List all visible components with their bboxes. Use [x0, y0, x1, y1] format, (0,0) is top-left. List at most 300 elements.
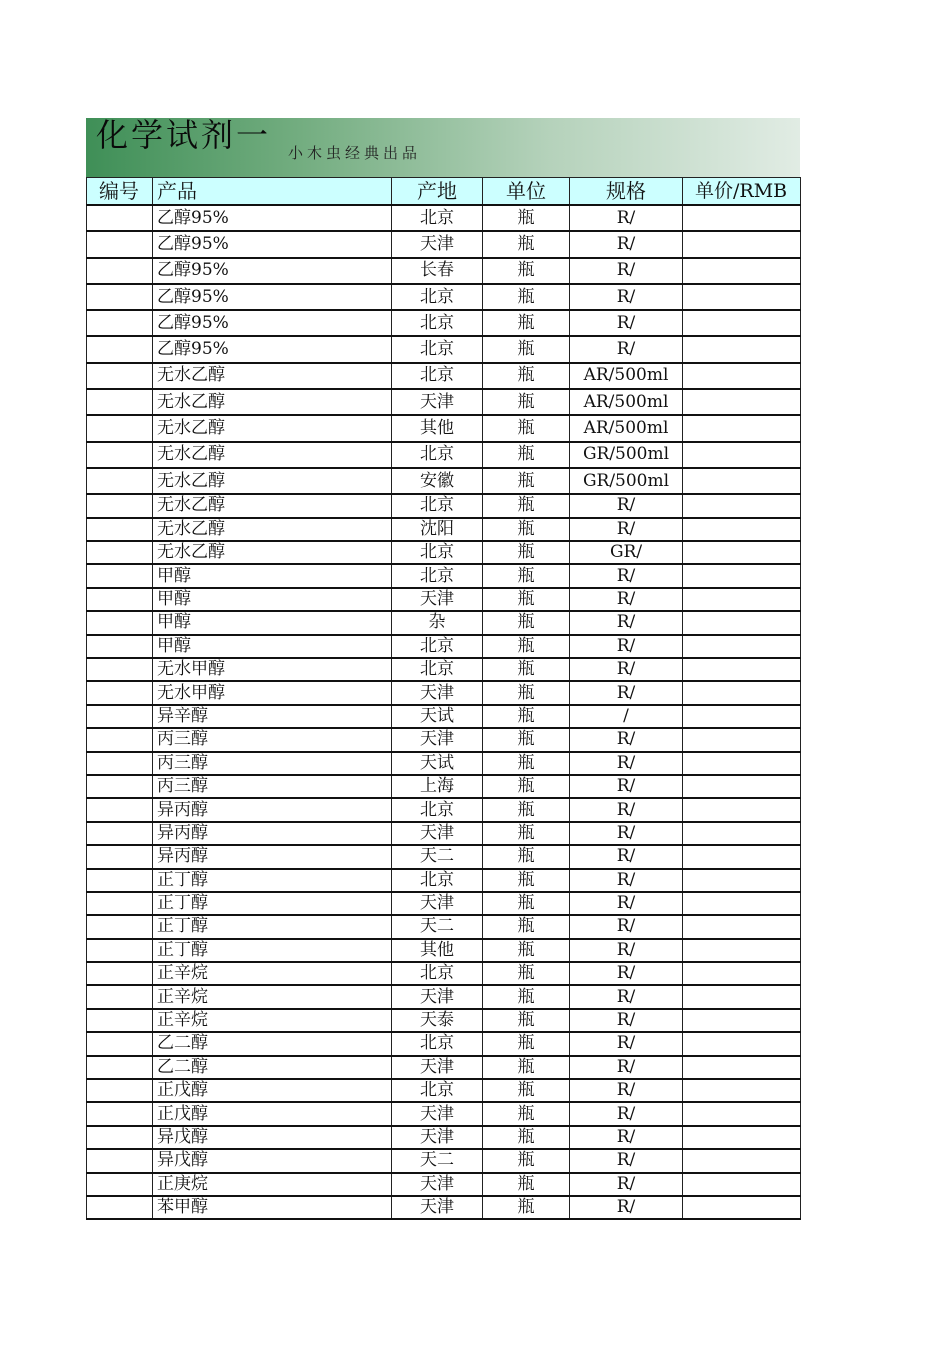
cell-unit[interactable]: 瓶: [483, 389, 570, 415]
cell-product[interactable]: 乙醇95%: [153, 284, 392, 310]
cell-unit[interactable]: 瓶: [483, 939, 570, 962]
cell-price[interactable]: [683, 658, 801, 681]
cell-spec[interactable]: R/: [570, 1079, 683, 1102]
cell-spec[interactable]: R/: [570, 205, 683, 231]
header-origin[interactable]: 产地: [392, 178, 483, 206]
cell-origin[interactable]: 北京: [392, 962, 483, 985]
header-price[interactable]: 单价/RMB: [683, 178, 801, 206]
cell-number[interactable]: [87, 1196, 153, 1219]
cell-number[interactable]: [87, 205, 153, 231]
cell-price[interactable]: [683, 588, 801, 611]
table-row: [87, 869, 801, 892]
cell-product[interactable]: 甲醇: [153, 564, 392, 587]
cell-origin[interactable]: 天津: [392, 1102, 483, 1125]
cell-price[interactable]: [683, 310, 801, 336]
header-product[interactable]: 产品: [153, 178, 392, 206]
cell-spec[interactable]: R/: [570, 658, 683, 681]
cell-number[interactable]: [87, 258, 153, 284]
cell-origin[interactable]: 天津: [392, 1173, 483, 1196]
cell-unit[interactable]: 瓶: [483, 588, 570, 611]
table-row: [87, 635, 801, 658]
cell-origin[interactable]: 北京: [392, 1079, 483, 1102]
cell-price[interactable]: [683, 1173, 801, 1196]
header-unit[interactable]: 单位: [483, 178, 570, 206]
cell-number[interactable]: [87, 1173, 153, 1196]
table-row: [87, 939, 801, 962]
cell-spec[interactable]: R/: [570, 728, 683, 751]
cell-spec[interactable]: R/: [570, 962, 683, 985]
cell-price[interactable]: [683, 564, 801, 587]
cell-number[interactable]: [87, 541, 153, 564]
table-row: [87, 231, 801, 257]
table-row: [87, 494, 801, 517]
cell-unit[interactable]: 瓶: [483, 494, 570, 517]
cell-spec[interactable]: GR/500ml: [570, 468, 683, 494]
cell-unit[interactable]: 瓶: [483, 705, 570, 728]
cell-spec[interactable]: R/: [570, 1032, 683, 1055]
cell-product[interactable]: 异丙醇: [153, 845, 392, 868]
cell-price[interactable]: [683, 205, 801, 231]
cell-product[interactable]: 无水甲醇: [153, 658, 392, 681]
cell-number[interactable]: [87, 363, 153, 389]
cell-product[interactable]: 乙醇95%: [153, 310, 392, 336]
cell-product[interactable]: 无水乙醇: [153, 468, 392, 494]
cell-number[interactable]: [87, 564, 153, 587]
cell-price[interactable]: [683, 1032, 801, 1055]
cell-origin[interactable]: 天津: [392, 728, 483, 751]
cell-spec[interactable]: R/: [570, 1173, 683, 1196]
cell-spec[interactable]: R/: [570, 231, 683, 257]
cell-price[interactable]: [683, 1196, 801, 1219]
cell-unit[interactable]: 瓶: [483, 1079, 570, 1102]
cell-unit[interactable]: 瓶: [483, 541, 570, 564]
table-row: [87, 1196, 801, 1219]
cell-number[interactable]: [87, 845, 153, 868]
cell-origin[interactable]: 杂: [392, 611, 483, 634]
cell-origin[interactable]: 天二: [392, 915, 483, 938]
cell-product[interactable]: 丙三醇: [153, 775, 392, 798]
cell-price[interactable]: [683, 363, 801, 389]
cell-origin[interactable]: 安徽: [392, 468, 483, 494]
cell-product[interactable]: 正辛烷: [153, 962, 392, 985]
cell-product[interactable]: 正辛烷: [153, 985, 392, 1008]
cell-origin[interactable]: 天二: [392, 1149, 483, 1172]
cell-spec[interactable]: R/: [570, 822, 683, 845]
cell-origin[interactable]: 长春: [392, 258, 483, 284]
cell-spec[interactable]: R/: [570, 1196, 683, 1219]
cell-price[interactable]: [683, 1009, 801, 1032]
cell-origin[interactable]: 北京: [392, 541, 483, 564]
sheet-title: 化学试剂一: [96, 116, 272, 154]
table-row: [87, 468, 801, 494]
cell-origin[interactable]: 北京: [392, 336, 483, 362]
cell-number[interactable]: [87, 892, 153, 915]
cell-unit[interactable]: 瓶: [483, 869, 570, 892]
cell-spec[interactable]: R/: [570, 845, 683, 868]
cell-price[interactable]: [683, 1149, 801, 1172]
cell-spec[interactable]: AR/500ml: [570, 363, 683, 389]
cell-origin[interactable]: 天二: [392, 845, 483, 868]
cell-unit[interactable]: 瓶: [483, 635, 570, 658]
cell-unit[interactable]: 瓶: [483, 915, 570, 938]
table-row: [87, 822, 801, 845]
cell-unit[interactable]: 瓶: [483, 1173, 570, 1196]
cell-unit[interactable]: 瓶: [483, 564, 570, 587]
cell-unit[interactable]: 瓶: [483, 518, 570, 541]
cell-price[interactable]: [683, 915, 801, 938]
table-row: [87, 705, 801, 728]
header-number[interactable]: 编号: [87, 178, 153, 206]
cell-product[interactable]: 无水甲醇: [153, 681, 392, 704]
table-row: [87, 284, 801, 310]
cell-product[interactable]: 丙三醇: [153, 752, 392, 775]
cell-product[interactable]: 异戊醇: [153, 1126, 392, 1149]
cell-product[interactable]: 乙二醇: [153, 1056, 392, 1079]
cell-number[interactable]: [87, 822, 153, 845]
cell-number[interactable]: [87, 231, 153, 257]
table-row: [87, 1009, 801, 1032]
cell-unit[interactable]: 瓶: [483, 205, 570, 231]
cell-number[interactable]: [87, 728, 153, 751]
cell-product[interactable]: 异戊醇: [153, 1149, 392, 1172]
cell-unit[interactable]: 瓶: [483, 1149, 570, 1172]
cell-number[interactable]: [87, 588, 153, 611]
cell-unit[interactable]: 瓶: [483, 798, 570, 821]
cell-unit[interactable]: 瓶: [483, 442, 570, 468]
cell-origin[interactable]: 其他: [392, 939, 483, 962]
cell-number[interactable]: [87, 962, 153, 985]
cell-price[interactable]: [683, 822, 801, 845]
cell-origin[interactable]: 北京: [392, 205, 483, 231]
cell-number[interactable]: [87, 1056, 153, 1079]
cell-spec[interactable]: R/: [570, 258, 683, 284]
cell-product[interactable]: 异辛醇: [153, 705, 392, 728]
cell-number[interactable]: [87, 985, 153, 1008]
cell-price[interactable]: [683, 468, 801, 494]
cell-product[interactable]: 正辛烷: [153, 1009, 392, 1032]
cell-origin[interactable]: 天津: [392, 822, 483, 845]
cell-price[interactable]: [683, 1126, 801, 1149]
cell-spec[interactable]: R/: [570, 1056, 683, 1079]
cell-spec[interactable]: /: [570, 705, 683, 728]
cell-spec[interactable]: R/: [570, 635, 683, 658]
cell-unit[interactable]: 瓶: [483, 752, 570, 775]
table-row: [87, 336, 801, 362]
cell-price[interactable]: [683, 798, 801, 821]
cell-price[interactable]: [683, 611, 801, 634]
table-row: [87, 564, 801, 587]
table-row: [87, 363, 801, 389]
cell-spec[interactable]: R/: [570, 681, 683, 704]
cell-product[interactable]: 无水乙醇: [153, 541, 392, 564]
cell-spec[interactable]: R/: [570, 1102, 683, 1125]
cell-origin[interactable]: 北京: [392, 284, 483, 310]
cell-spec[interactable]: R/: [570, 611, 683, 634]
cell-price[interactable]: [683, 752, 801, 775]
cell-number[interactable]: [87, 1009, 153, 1032]
cell-product[interactable]: 苯甲醇: [153, 1196, 392, 1219]
cell-unit[interactable]: 瓶: [483, 284, 570, 310]
table-row: [87, 1032, 801, 1055]
cell-number[interactable]: [87, 1079, 153, 1102]
cell-spec[interactable]: R/: [570, 892, 683, 915]
price-sheet: [86, 118, 800, 1220]
cell-origin[interactable]: 北京: [392, 442, 483, 468]
cell-number[interactable]: [87, 336, 153, 362]
table-row: [87, 1102, 801, 1125]
cell-price[interactable]: [683, 1102, 801, 1125]
cell-unit[interactable]: 瓶: [483, 1056, 570, 1079]
cell-number[interactable]: [87, 635, 153, 658]
cell-spec[interactable]: R/: [570, 564, 683, 587]
cell-origin[interactable]: 北京: [392, 310, 483, 336]
cell-price[interactable]: [683, 1056, 801, 1079]
table-row: [87, 1126, 801, 1149]
cell-unit[interactable]: 瓶: [483, 468, 570, 494]
cell-product[interactable]: 无水乙醇: [153, 494, 392, 517]
cell-number[interactable]: [87, 681, 153, 704]
cell-number[interactable]: [87, 468, 153, 494]
cell-origin[interactable]: 天津: [392, 389, 483, 415]
cell-unit[interactable]: 瓶: [483, 962, 570, 985]
cell-number[interactable]: [87, 1032, 153, 1055]
cell-spec[interactable]: R/: [570, 1009, 683, 1032]
cell-unit[interactable]: 瓶: [483, 845, 570, 868]
cell-product[interactable]: 正戊醇: [153, 1079, 392, 1102]
cell-number[interactable]: [87, 658, 153, 681]
cell-origin[interactable]: 北京: [392, 363, 483, 389]
cell-price[interactable]: [683, 635, 801, 658]
cell-origin[interactable]: 天津: [392, 892, 483, 915]
cell-product[interactable]: 甲醇: [153, 635, 392, 658]
cell-spec[interactable]: R/: [570, 1149, 683, 1172]
cell-spec[interactable]: R/: [570, 588, 683, 611]
table-row: [87, 1056, 801, 1079]
table-row: [87, 892, 801, 915]
cell-origin[interactable]: 天津: [392, 681, 483, 704]
cell-unit[interactable]: 瓶: [483, 658, 570, 681]
cell-number[interactable]: [87, 1102, 153, 1125]
cell-origin[interactable]: 天津: [392, 1196, 483, 1219]
cell-price[interactable]: [683, 962, 801, 985]
table-row: [87, 728, 801, 751]
cell-unit[interactable]: 瓶: [483, 892, 570, 915]
cell-number[interactable]: [87, 389, 153, 415]
cell-number[interactable]: [87, 1126, 153, 1149]
table-row: [87, 442, 801, 468]
table-row: [87, 1079, 801, 1102]
cell-number[interactable]: [87, 611, 153, 634]
cell-number[interactable]: [87, 415, 153, 441]
table-row: [87, 205, 801, 231]
cell-unit[interactable]: 瓶: [483, 1102, 570, 1125]
cell-spec[interactable]: GR/500ml: [570, 442, 683, 468]
cell-number[interactable]: [87, 705, 153, 728]
cell-unit[interactable]: 瓶: [483, 985, 570, 1008]
cell-price[interactable]: [683, 1079, 801, 1102]
cell-price[interactable]: [683, 985, 801, 1008]
cell-product[interactable]: 无水乙醇: [153, 389, 392, 415]
cell-price[interactable]: [683, 845, 801, 868]
cell-unit[interactable]: 瓶: [483, 310, 570, 336]
cell-number[interactable]: [87, 310, 153, 336]
cell-unit[interactable]: 瓶: [483, 363, 570, 389]
cell-origin[interactable]: 其他: [392, 415, 483, 441]
table-row: [87, 658, 801, 681]
cell-unit[interactable]: 瓶: [483, 822, 570, 845]
cell-unit[interactable]: 瓶: [483, 336, 570, 362]
cell-spec[interactable]: R/: [570, 985, 683, 1008]
cell-spec[interactable]: R/: [570, 336, 683, 362]
cell-origin[interactable]: 天津: [392, 588, 483, 611]
cell-product[interactable]: 无水乙醇: [153, 442, 392, 468]
cell-product[interactable]: 异丙醇: [153, 822, 392, 845]
cell-number[interactable]: [87, 284, 153, 310]
cell-number[interactable]: [87, 518, 153, 541]
cell-product[interactable]: 异丙醇: [153, 798, 392, 821]
cell-price[interactable]: [683, 258, 801, 284]
cell-product[interactable]: 无水乙醇: [153, 363, 392, 389]
cell-origin[interactable]: 天津: [392, 231, 483, 257]
table-row: [87, 798, 801, 821]
cell-product[interactable]: 乙醇95%: [153, 336, 392, 362]
cell-number[interactable]: [87, 752, 153, 775]
cell-origin[interactable]: 北京: [392, 869, 483, 892]
cell-unit[interactable]: 瓶: [483, 1126, 570, 1149]
table-row: [87, 415, 801, 441]
cell-spec[interactable]: GR/: [570, 541, 683, 564]
cell-spec[interactable]: R/: [570, 284, 683, 310]
table-row: [87, 1149, 801, 1172]
cell-number[interactable]: [87, 798, 153, 821]
cell-origin[interactable]: 天试: [392, 752, 483, 775]
cell-origin[interactable]: 天试: [392, 705, 483, 728]
cell-product[interactable]: 甲醇: [153, 588, 392, 611]
cell-product[interactable]: 乙醇95%: [153, 258, 392, 284]
cell-price[interactable]: [683, 231, 801, 257]
cell-unit[interactable]: 瓶: [483, 728, 570, 751]
cell-origin[interactable]: 天津: [392, 1056, 483, 1079]
cell-price[interactable]: [683, 284, 801, 310]
cell-unit[interactable]: 瓶: [483, 1009, 570, 1032]
cell-number[interactable]: [87, 939, 153, 962]
table-row: [87, 258, 801, 284]
table-row: [87, 681, 801, 704]
cell-origin[interactable]: 北京: [392, 635, 483, 658]
cell-price[interactable]: [683, 518, 801, 541]
cell-spec[interactable]: R/: [570, 1126, 683, 1149]
cell-origin[interactable]: 北京: [392, 658, 483, 681]
table-row: [87, 588, 801, 611]
cell-origin[interactable]: 天津: [392, 1126, 483, 1149]
cell-spec[interactable]: AR/500ml: [570, 389, 683, 415]
cell-origin[interactable]: 北京: [392, 564, 483, 587]
cell-product[interactable]: 乙二醇: [153, 1032, 392, 1055]
cell-price[interactable]: [683, 939, 801, 962]
cell-price[interactable]: [683, 775, 801, 798]
cell-number[interactable]: [87, 494, 153, 517]
cell-unit[interactable]: 瓶: [483, 231, 570, 257]
cell-origin[interactable]: 北京: [392, 494, 483, 517]
cell-number[interactable]: [87, 775, 153, 798]
cell-spec[interactable]: R/: [570, 310, 683, 336]
table-row: [87, 962, 801, 985]
cell-unit[interactable]: 瓶: [483, 681, 570, 704]
cell-product[interactable]: 无水乙醇: [153, 415, 392, 441]
cell-spec[interactable]: R/: [570, 494, 683, 517]
cell-price[interactable]: [683, 869, 801, 892]
cell-price[interactable]: [683, 705, 801, 728]
reagent-table: [86, 177, 801, 1220]
table-row: [87, 775, 801, 798]
table-row: [87, 1173, 801, 1196]
cell-price[interactable]: [683, 494, 801, 517]
cell-spec[interactable]: R/: [570, 915, 683, 938]
cell-product[interactable]: 丙三醇: [153, 728, 392, 751]
cell-price[interactable]: [683, 541, 801, 564]
cell-spec[interactable]: AR/500ml: [570, 415, 683, 441]
cell-origin[interactable]: 上海: [392, 775, 483, 798]
cell-spec[interactable]: R/: [570, 869, 683, 892]
cell-spec[interactable]: R/: [570, 775, 683, 798]
cell-origin[interactable]: 天津: [392, 985, 483, 1008]
cell-product[interactable]: 正戊醇: [153, 1102, 392, 1125]
cell-origin[interactable]: 北京: [392, 798, 483, 821]
cell-price[interactable]: [683, 442, 801, 468]
cell-price[interactable]: [683, 389, 801, 415]
cell-number[interactable]: [87, 915, 153, 938]
table-row: [87, 985, 801, 1008]
table-row: [87, 310, 801, 336]
header-row: [87, 178, 801, 206]
cell-number[interactable]: [87, 442, 153, 468]
cell-product[interactable]: 无水乙醇: [153, 518, 392, 541]
cell-unit[interactable]: 瓶: [483, 775, 570, 798]
header-spec[interactable]: 规格: [570, 178, 683, 206]
cell-price[interactable]: [683, 681, 801, 704]
cell-price[interactable]: [683, 728, 801, 751]
cell-spec[interactable]: R/: [570, 518, 683, 541]
cell-product[interactable]: 正丁醇: [153, 915, 392, 938]
cell-price[interactable]: [683, 336, 801, 362]
cell-product[interactable]: 正丁醇: [153, 939, 392, 962]
cell-product[interactable]: 甲醇: [153, 611, 392, 634]
table-row: [87, 845, 801, 868]
cell-unit[interactable]: 瓶: [483, 415, 570, 441]
cell-product[interactable]: 乙醇95%: [153, 231, 392, 257]
cell-product[interactable]: 正庚烷: [153, 1173, 392, 1196]
cell-number[interactable]: [87, 869, 153, 892]
cell-price[interactable]: [683, 892, 801, 915]
table-body: [87, 205, 801, 1219]
cell-spec[interactable]: R/: [570, 752, 683, 775]
sheet-subtitle: 小木虫经典出品: [288, 144, 422, 162]
cell-origin[interactable]: 天泰: [392, 1009, 483, 1032]
cell-price[interactable]: [683, 415, 801, 441]
cell-spec[interactable]: R/: [570, 939, 683, 962]
cell-product[interactable]: 正丁醇: [153, 869, 392, 892]
cell-unit[interactable]: 瓶: [483, 258, 570, 284]
cell-origin[interactable]: 北京: [392, 1032, 483, 1055]
cell-unit[interactable]: 瓶: [483, 1032, 570, 1055]
cell-spec[interactable]: R/: [570, 798, 683, 821]
cell-unit[interactable]: 瓶: [483, 611, 570, 634]
cell-origin[interactable]: 沈阳: [392, 518, 483, 541]
cell-unit[interactable]: 瓶: [483, 1196, 570, 1219]
cell-number[interactable]: [87, 1149, 153, 1172]
cell-product[interactable]: 乙醇95%: [153, 205, 392, 231]
cell-product[interactable]: 正丁醇: [153, 892, 392, 915]
